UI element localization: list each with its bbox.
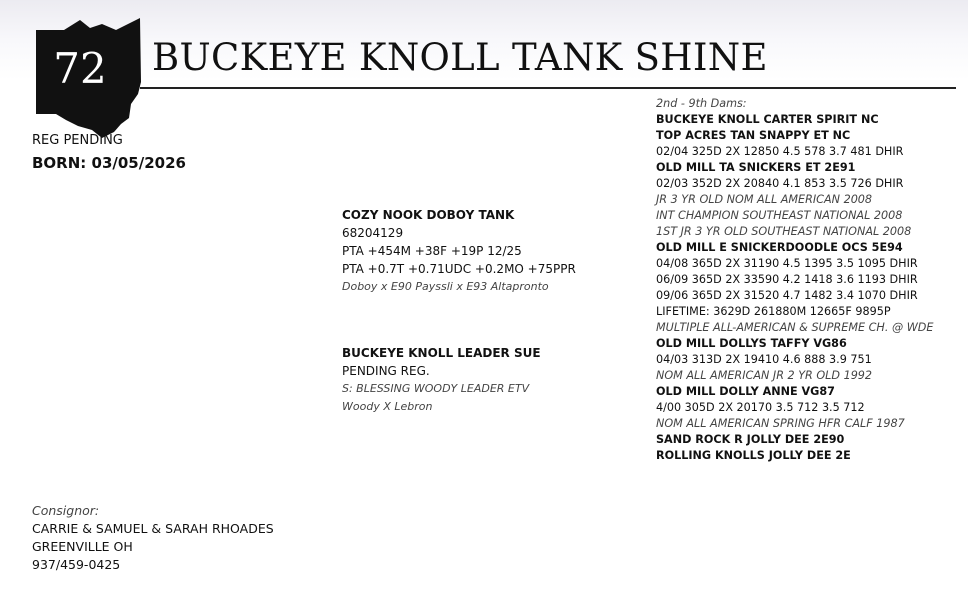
dams-line: 06/09 365D 2X 33590 4.2 1418 3.6 1193 DHIR [656,273,918,286]
birth-date: BORN: 03/05/2026 [32,154,186,172]
animal-name-title: BUCKEYE KNOLL TANK SHINE [152,36,768,79]
dam-block [342,344,541,416]
dams-line: OLD MILL DOLLY ANNE VG87 [656,385,835,398]
dams-line: OLD MILL E SNICKERDOODLE OCS 5E94 [656,241,903,254]
title-divider [140,87,956,89]
consignor-name: CARRIE & SAMUEL & SARAH RHOADES [32,521,274,536]
dams-line: INT CHAMPION SOUTHEAST NATIONAL 2008 [656,209,903,222]
dam-registration: PENDING REG. [342,364,430,378]
dams-line: 04/08 365D 2X 31190 4.5 1395 3.5 1095 DHIR [656,257,918,270]
dams-line: 09/06 365D 2X 31520 4.7 1482 3.4 1070 DHIR [656,289,918,302]
sire-block [342,206,576,296]
dams-line: BUCKEYE KNOLL CARTER SPIRIT NC [656,113,879,126]
dams-line: SAND ROCK R JOLLY DEE 2E90 [656,433,845,446]
consignor-city: GREENVILLE OH [32,539,133,554]
dam-name: BUCKEYE KNOLL LEADER SUE [342,346,541,360]
dams-list [656,112,933,464]
dams-line: 02/03 352D 2X 20840 4.1 853 3.5 726 DHIR [656,177,904,190]
dams-line: 4/00 305D 2X 20170 3.5 712 3.5 712 [656,401,865,414]
dams-line: 02/04 325D 2X 12850 4.5 578 3.7 481 DHIR [656,145,904,158]
sire-pta-production: PTA +454M +38F +19P 12/25 [342,244,522,258]
dams-line: OLD MILL TA SNICKERS ET 2E91 [656,161,856,174]
dams-line: 04/03 313D 2X 19410 4.6 888 3.9 751 [656,353,872,366]
dam-pedigree: Woody X Lebron [342,400,433,413]
dams-line: MULTIPLE ALL-AMERICAN & SUPREME CH. @ WDE [656,321,934,334]
consignor-label: Consignor: [32,503,100,518]
registration-status: REG PENDING [32,133,123,148]
dam-service-sire: S: BLESSING WOODY LEADER ETV [342,382,530,395]
consignor-phone: 937/459-0425 [32,557,121,572]
dams-line: NOM ALL AMERICAN JR 2 YR OLD 1992 [656,369,873,382]
dams-line: NOM ALL AMERICAN SPRING HFR CALF 1987 [656,417,905,430]
dams-line: OLD MILL DOLLYS TAFFY VG86 [656,337,847,350]
sire-reg-number: 68204129 [342,226,404,240]
dams-header: 2nd - 9th Dams: [656,97,747,110]
dams-line: LIFETIME: 3629D 261880M 12665F 9895P [656,305,891,318]
dams-line: TOP ACRES TAN SNAPPY ET NC [656,129,851,142]
dams-pedigree-block [656,96,933,464]
sire-pta-type: PTA +0.7T +0.71UDC +0.2MO +75PPR [342,262,576,276]
dams-line: JR 3 YR OLD NOM ALL AMERICAN 2008 [656,193,873,206]
lot-number: 72 [53,44,107,93]
dams-line: ROLLING KNOLLS JOLLY DEE 2E [656,449,851,462]
dams-line: 1ST JR 3 YR OLD SOUTHEAST NATIONAL 2008 [656,225,912,238]
sire-pedigree: Doboy x E90 Payssli x E93 Altapronto [342,280,549,293]
consignor-block [32,502,274,574]
sire-name: COZY NOOK DOBOY TANK [342,208,515,222]
